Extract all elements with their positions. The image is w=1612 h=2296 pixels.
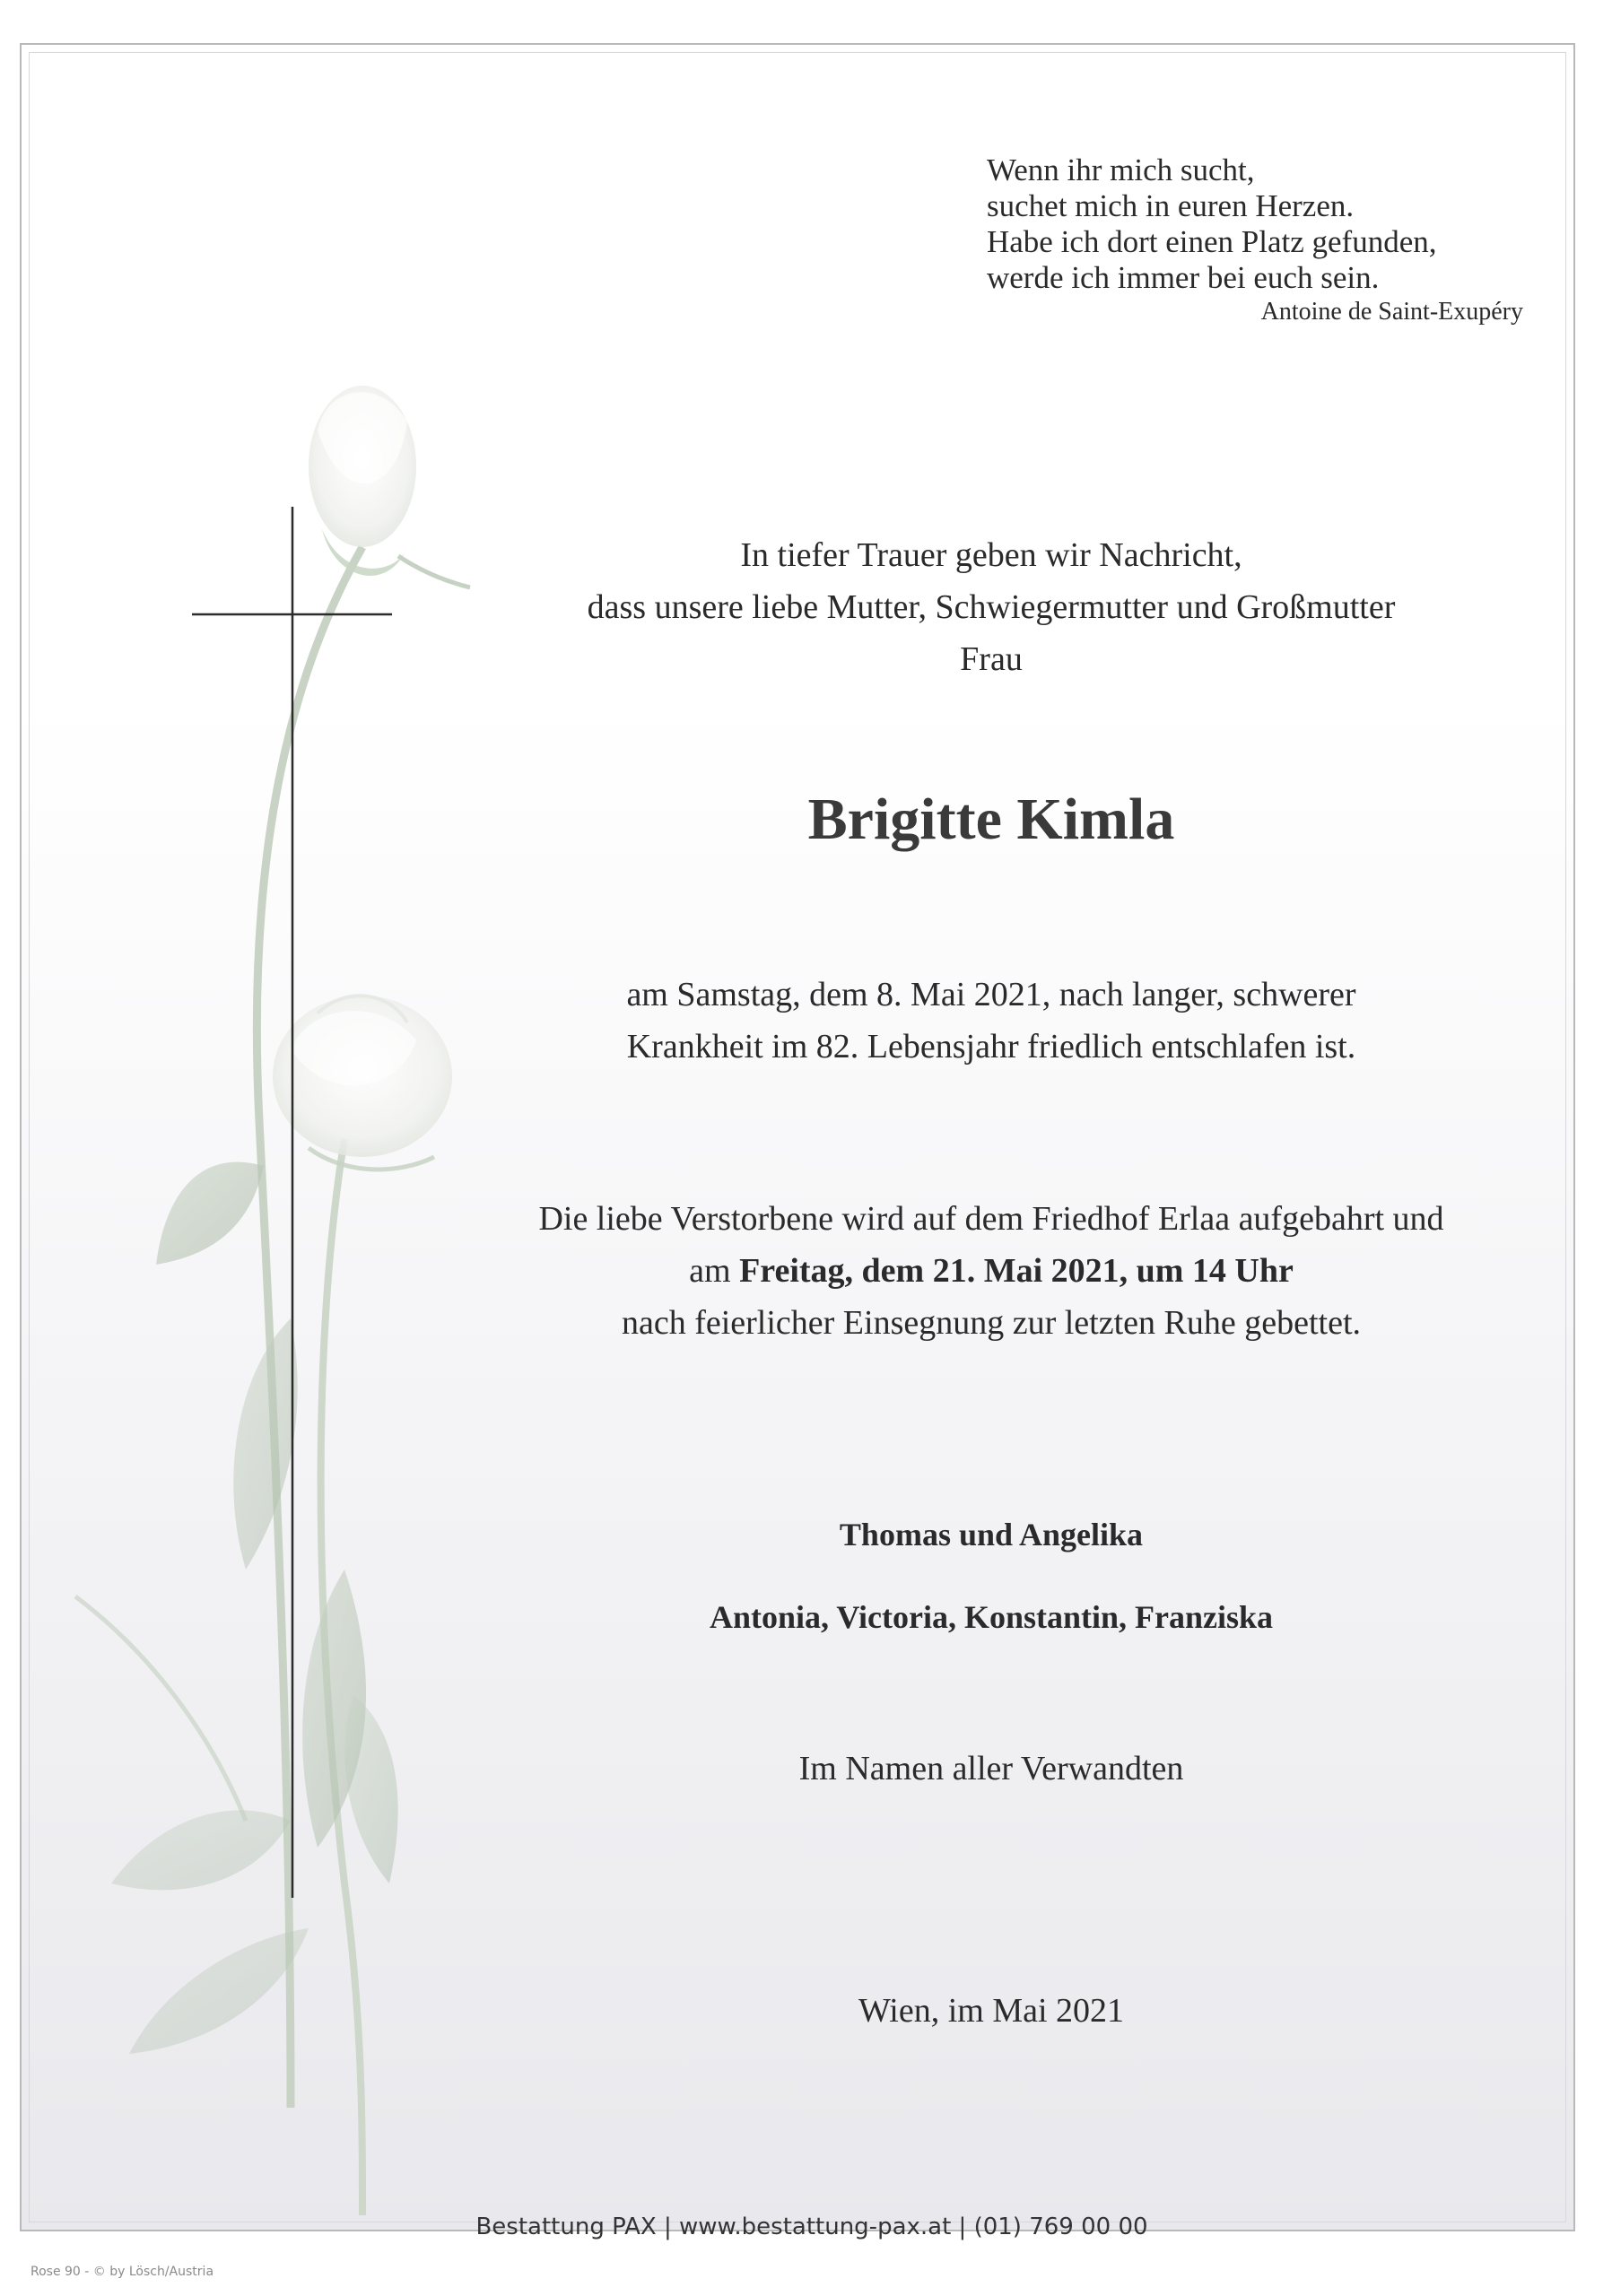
quote-line: suchet mich in euren Herzen.	[987, 188, 1355, 223]
funeral-line: Die liebe Verstorbene wird auf dem Friedhof Erlaa aufgebahrt und	[538, 1200, 1444, 1238]
intro-line: dass unsere liebe Mutter, Schwiegermutter und Großmutter	[587, 588, 1396, 626]
announcement-intro	[502, 529, 1480, 685]
death-details	[502, 969, 1480, 1073]
funeral-date: Freitag, dem 21. Mai 2021, um 14 Uhr	[739, 1252, 1294, 1290]
quote-line: Habe ich dort einen Platz gefunden,	[987, 224, 1437, 259]
funeral-details	[449, 1193, 1534, 1349]
intro-line: In tiefer Trauer geben wir Nachricht,	[740, 536, 1242, 574]
quote-line: werde ich immer bei euch sein.	[987, 260, 1380, 295]
intro-line: Frau	[960, 640, 1023, 678]
deceased-name: Brigitte Kimla	[807, 787, 1175, 852]
funeral-home-footer: Bestattung PAX | www.bestattung-pax.at | (01) 769 00 00	[475, 2213, 1148, 2240]
funeral-date-line	[449, 1245, 1534, 1297]
mourner-family-1: Thomas und Angelika	[839, 1517, 1144, 1552]
cross-icon	[22, 45, 524, 2231]
death-line: am Samstag, dem 8. Mai 2021, nach langer, schwerer	[626, 976, 1356, 1013]
death-line: Krankheit im 82. Lebensjahr friedlich entschlafen ist.	[626, 1028, 1356, 1065]
notice-frame	[20, 43, 1575, 2231]
quote-author: Antoine de Saint-Exupéry	[1260, 298, 1523, 326]
image-copyright: Rose 90 - © by Lösch/Austria	[30, 2265, 214, 2279]
funeral-line: nach feierlicher Einsegnung zur letzten Ruhe gebettet.	[621, 1304, 1362, 1342]
place-date: Wien, im Mai 2021	[858, 1992, 1125, 2030]
funeral-date-prefix: am	[689, 1252, 740, 1290]
memorial-quote	[987, 152, 1543, 328]
mourner-family-2: Antonia, Victoria, Konstantin, Franziska	[709, 1599, 1274, 1635]
quote-line: Wenn ihr mich sucht,	[987, 152, 1255, 187]
relatives-line: Im Namen aller Verwandten	[798, 1750, 1184, 1787]
